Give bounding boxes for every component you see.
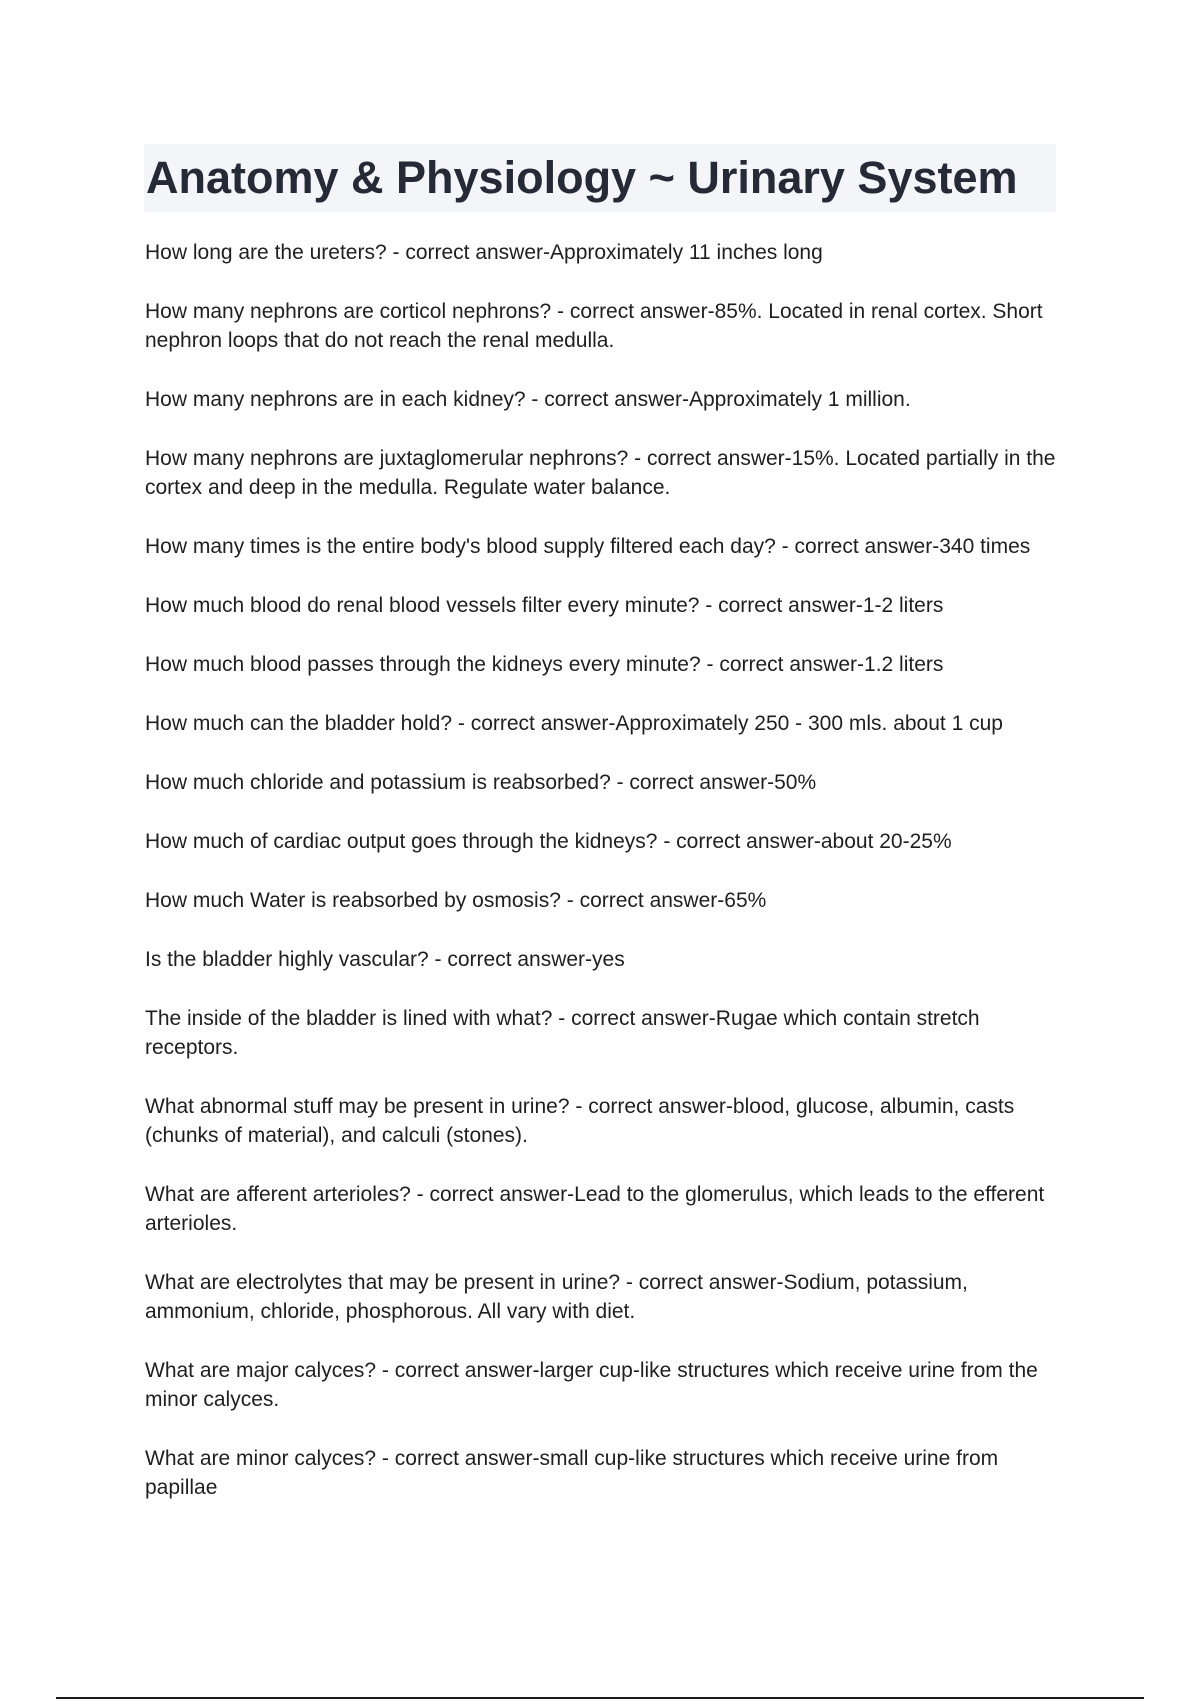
answer-prefix: correct answer- [719, 653, 865, 676]
answer: Rugae which contain stretch receptors. [145, 1007, 980, 1059]
qa-item: How much can the bladder hold? - correct answer-Approximately 250 - 300 mls. about 1 cup [145, 712, 1003, 735]
qa-item: What are afferent arterioles? - correct answer-Lead to the glomerulus, which leads to the efferent arterioles. [145, 1183, 1045, 1235]
question: How many nephrons are juxtaglomerular nephrons? [145, 447, 629, 470]
answer: Approximately 11 inches long [550, 241, 823, 264]
answer-prefix: correct answer- [394, 1447, 540, 1470]
qa-item: What are major calyces? - correct answer-larger cup-like structures which receive urine from the minor calyces. [145, 1359, 1038, 1411]
answer-prefix: correct answer- [794, 535, 940, 558]
qa-item: Is the bladder highly vascular? - correct answer-yes [145, 948, 625, 971]
qa-item: How many nephrons are juxtaglomerular nephrons? - correct answer-15%. Located partially in the cortex and deep in the medulla. Regulate water balance. [145, 447, 1056, 499]
answer-prefix: correct answer- [447, 948, 593, 971]
qa-item: How much of cardiac output goes through the kidneys? - correct answer-about 20-25% [145, 830, 952, 853]
answer: 340 times [939, 535, 1031, 558]
answer-prefix: correct answer- [579, 889, 725, 912]
question: How long are the ureters? [145, 241, 387, 264]
question: How much of cardiac output goes through the kidneys? [145, 830, 658, 853]
answer-prefix: correct answer- [569, 300, 715, 323]
answer: 85%. Located in renal cortex. Short nephron loops that do not reach the renal medulla. [145, 300, 1043, 352]
answer: about 20-25% [820, 830, 952, 853]
answer: 50% [774, 771, 817, 794]
answer: Sodium, potassium, ammonium, chloride, phosphorous. All vary with diet. [145, 1271, 968, 1323]
answer: Approximately 250 - 300 mls. about 1 cup [615, 712, 1003, 735]
question: How many times is the entire body's blood supply filtered each day? [145, 535, 776, 558]
answer: 1-2 liters [862, 594, 944, 617]
question: Is the bladder highly vascular? [145, 948, 429, 971]
answer-prefix: correct answer- [470, 712, 616, 735]
qa-item: The inside of the bladder is lined with what? - correct answer-Rugae which contain stretch receptors. [145, 1007, 980, 1059]
qa-list [145, 238, 1065, 1532]
qa-item: What are minor calyces? - correct answer-small cup-like structures which receive urine from papillae [145, 1447, 999, 1499]
answer-prefix: correct answer- [544, 388, 689, 411]
answer-prefix: correct answer- [571, 1007, 716, 1030]
footer-rule [56, 1697, 1144, 1699]
question: How much blood do renal blood vessels filter every minute? [145, 594, 700, 617]
question: The inside of the bladder is lined with what? [145, 1007, 553, 1030]
answer-prefix: correct answer- [405, 241, 551, 264]
answer-prefix: correct answer- [394, 1359, 540, 1382]
question: What are afferent arterioles? [145, 1183, 411, 1206]
qa-item: How much Water is reabsorbed by osmosis? - correct answer-65% [145, 889, 767, 912]
qa-item: How much blood do renal blood vessels filter every minute? - correct answer-1-2 liters [145, 594, 944, 617]
question: How much chloride and potassium is reabsorbed? [145, 771, 611, 794]
answer-prefix: correct answer- [676, 830, 821, 853]
answer-prefix: correct answer- [429, 1183, 575, 1206]
question: How many nephrons are corticol nephrons? [145, 300, 552, 323]
title-block [144, 144, 1056, 212]
question: How many nephrons are in each kidney? [145, 388, 526, 411]
answer-prefix: correct answer- [646, 447, 792, 470]
answer-prefix: correct answer- [588, 1095, 733, 1118]
qa-item: How much blood passes through the kidneys every minute? - correct answer-1.2 liters [145, 653, 944, 676]
question: How much Water is reabsorbed by osmosis? [145, 889, 561, 912]
question: What are major calyces? [145, 1359, 377, 1382]
answer: blood, glucose, albumin, casts (chunks of material), and calculi (stones). [145, 1095, 1015, 1147]
qa-item: How many times is the entire body's blood supply filtered each day? - correct answer-340 times [145, 535, 1031, 558]
question: How much blood passes through the kidneys every minute? [145, 653, 701, 676]
qa-item: How many nephrons are corticol nephrons? - correct answer-85%. Located in renal cortex. Short nephron loops that do not reach the renal medulla. [145, 300, 1043, 352]
answer: Lead to the glomerulus, which leads to the efferent arterioles. [145, 1183, 1045, 1235]
page-title: Anatomy & Physiology ~ Urinary System [146, 152, 1018, 203]
question: What are electrolytes that may be present in urine? [145, 1271, 621, 1294]
question: What abnormal stuff may be present in urine? [145, 1095, 570, 1118]
answer: yes [592, 948, 625, 971]
answer-prefix: correct answer- [629, 771, 775, 794]
answer: Approximately 1 million. [688, 388, 911, 411]
answer: small cup-like structures which receive urine from papillae [145, 1447, 999, 1499]
answer: 65% [724, 889, 767, 912]
qa-item: What abnormal stuff may be present in urine? - correct answer-blood, glucose, albumin, casts (chunks of material), and calculi (stones). [145, 1095, 1015, 1147]
answer: 15%. Located partially in the cortex and deep in the medulla. Regulate water balance. [145, 447, 1056, 499]
qa-item: How many nephrons are in each kidney? - correct answer-Approximately 1 million. [145, 388, 911, 411]
qa-item: How much chloride and potassium is reabsorbed? - correct answer-50% [145, 771, 817, 794]
answer: 1.2 liters [864, 653, 944, 676]
answer: larger cup-like structures which receive urine from the minor calyces. [145, 1359, 1038, 1411]
qa-item: What are electrolytes that may be present in urine? - correct answer-Sodium, potassium, ammonium, chloride, phosphorous. All vary with diet. [145, 1271, 968, 1323]
question: What are minor calyces? [145, 1447, 377, 1470]
answer-prefix: correct answer- [718, 594, 863, 617]
qa-item: How long are the ureters? - correct answer-Approximately 11 inches long [145, 241, 823, 264]
question: How much can the bladder hold? [145, 712, 453, 735]
answer-prefix: correct answer- [638, 1271, 784, 1294]
